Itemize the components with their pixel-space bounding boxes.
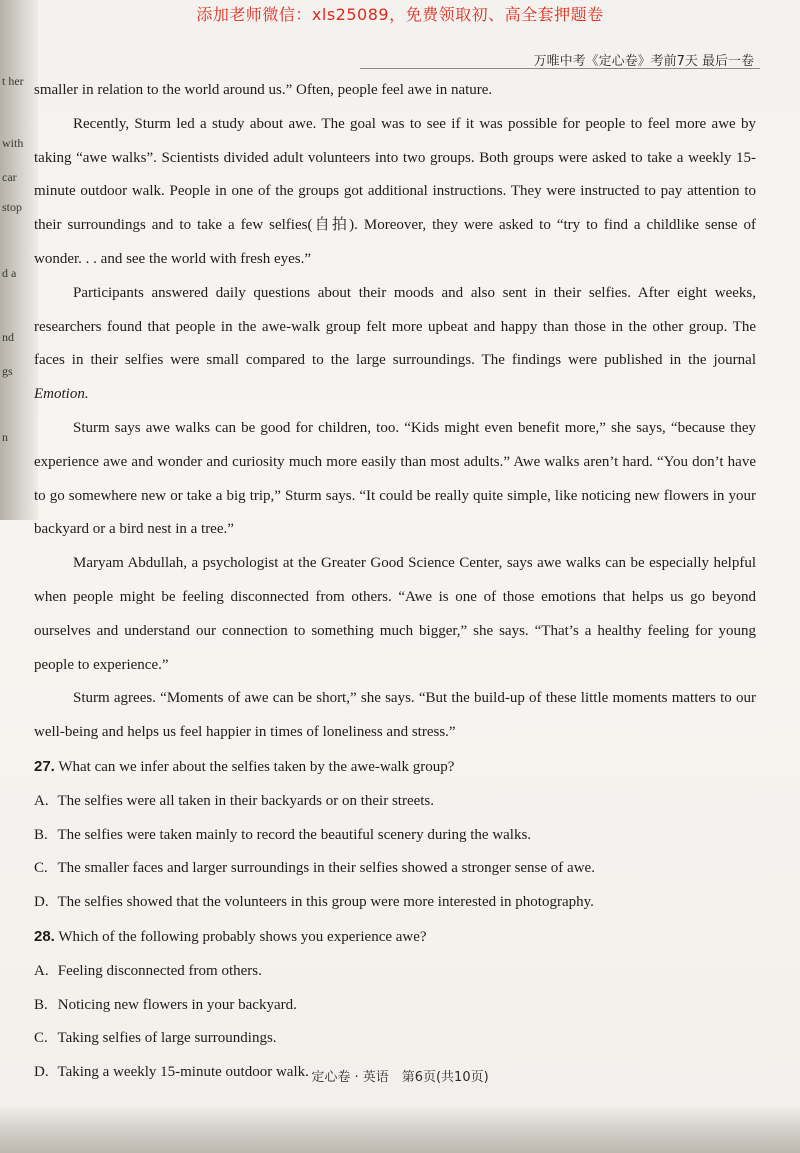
question-text: What can we infer about the selfies taken by the awe-walk group? [58, 758, 455, 775]
margin-fragment: with [2, 136, 24, 150]
option-letter: D. [34, 894, 49, 911]
journal-name: Emotion. [34, 386, 89, 403]
option-letter: B. [34, 996, 48, 1013]
question-number: 28. [34, 927, 55, 945]
question-stem [34, 920, 756, 955]
margin-fragment: car [2, 170, 17, 184]
answer-option[interactable] [34, 852, 756, 886]
option-text: The smaller faces and larger surroundings in their selfies showed a stronger sense of awe. [57, 860, 595, 877]
option-letter: A. [34, 962, 49, 979]
question-stem [34, 750, 756, 785]
option-text: Feeling disconnected from others. [57, 962, 262, 979]
scan-shadow [0, 1105, 800, 1153]
reading-passage [34, 74, 756, 1090]
passage-paragraph: Maryam Abdullah, a psychologist at the Greater Good Science Center, says awe walks can be especially helpful when people might be feeling disconnected from others. “Awe is one of those emotions that helps us go beyond ourselves and understand our connection to something much bigger,” she says. “That’s a healthy feeling for young people to experience.” [34, 555, 756, 673]
page-header: 万唯中考《定心卷》考前7天 最后一卷 [533, 54, 754, 69]
option-text: The selfies were taken mainly to record the beautiful scenery during the walks. [57, 826, 532, 843]
answer-option[interactable] [34, 819, 756, 853]
passage-paragraph: smaller in relation to the world around us.” Often, people feel awe in nature. [34, 82, 493, 98]
margin-fragment: t her [2, 74, 24, 88]
passage-paragraph: Recently, Sturm led a study about awe. The goal was to see if it was possible for people to feel more awe by taking “awe walks”. Scientists divided adult volunteers into two groups. Both groups were asked to take a weekly 15-minute outdoor walk. People in one of the groups got additional instructions. They were instructed to pay attention to their surroundings and to take a few selfies(自拍). Moreover, they were asked to “try to find a childlike sense of wonder. . . and see the world with fresh eyes.” [34, 115, 756, 267]
option-text: The selfies were all taken in their backyards or on their streets. [57, 792, 435, 809]
question-28 [34, 920, 756, 1090]
promo-watermark: 添加老师微信：xls25089，免费领取初、高全套押题卷 [196, 5, 604, 24]
answer-option[interactable] [34, 785, 756, 819]
answer-option[interactable] [34, 886, 756, 920]
option-text: Taking a weekly 15-minute outdoor walk. [57, 1064, 309, 1081]
question-text: Which of the following probably shows you experience awe? [58, 928, 427, 945]
question-number: 27. [34, 757, 55, 775]
passage-paragraph: Sturm agrees. “Moments of awe can be short,” she says. “But the build-up of these little moments matters to our well-being and helps us feel happier in times of loneliness and stress.” [34, 690, 756, 741]
paragraph-text: Participants answered daily questions about their moods and also sent in their selfies. After eight weeks, researchers found that people in the awe-walk group felt more upbeat and happy than those in the other group. The faces in their selfies were small compared to the large surroundings. The findings were published in the journal [34, 284, 756, 369]
option-letter: C. [34, 1030, 48, 1047]
option-text: Taking selfies of large surroundings. [57, 1030, 277, 1047]
option-letter: A. [34, 792, 49, 809]
header-divider [360, 68, 760, 69]
margin-fragment: d a [2, 266, 17, 280]
option-text: Noticing new flowers in your backyard. [57, 996, 297, 1013]
margin-fragment: stop [2, 200, 23, 214]
passage-paragraph: Sturm says awe walks can be good for children, too. “Kids might even benefit more,” she says, “because they experience awe and wonder and curiosity much more easily than most adults.” Awe walks aren’t hard. “You don’t have to go somewhere new or take a big trip,” Sturm says. “It could be really quite simple, like noticing new flowers in your backyard or a bird nest in a tree.” [34, 419, 756, 538]
page-footer: 定心卷 · 英语 第6页(共10页) [311, 1070, 489, 1085]
answer-option[interactable] [34, 955, 756, 989]
option-letter: D. [34, 1064, 49, 1081]
margin-fragment: nd [2, 330, 14, 344]
question-27 [34, 750, 756, 920]
answer-option[interactable] [34, 1022, 756, 1056]
adjacent-page-edge [0, 0, 38, 520]
option-letter: C. [34, 860, 48, 877]
answer-option[interactable] [34, 989, 756, 1023]
option-text: The selfies showed that the volunteers in this group were more interested in photography. [57, 894, 594, 911]
option-letter: B. [34, 826, 48, 843]
margin-fragment: n [2, 430, 8, 444]
margin-fragment: gs [2, 364, 13, 378]
passage-paragraph [34, 277, 756, 412]
